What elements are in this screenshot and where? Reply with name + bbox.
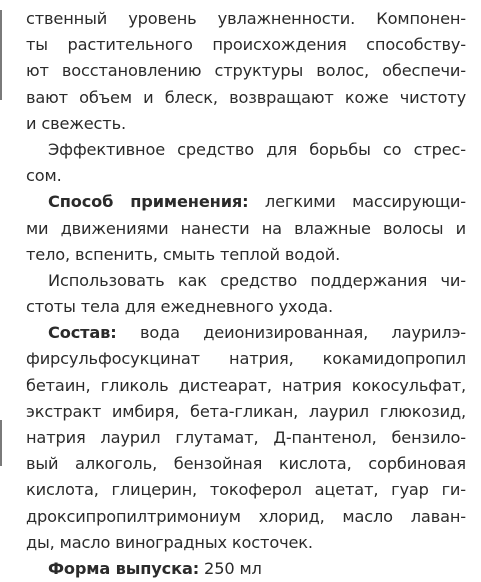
release-form-text: 250 мл	[199, 558, 262, 578]
text-line: натрия лаурил глутамат, Д-пантенол, бензило-	[26, 428, 466, 447]
text-line: фирсульфосукцинат натрия, кокамидопропил	[26, 349, 466, 369]
application-label: Способ применения:	[48, 192, 249, 212]
release-form-label: Форма выпуска:	[48, 558, 200, 578]
text-line: дроксипропилтримониум хлорид, масло лаван-	[26, 506, 466, 526]
text-line: вый алкоголь, бензойная кислота, сорбиновая	[26, 454, 466, 474]
application-text: легкими массирующи-	[248, 192, 466, 212]
left-edge-mark	[0, 10, 2, 100]
text-line: и свежесть.	[26, 113, 126, 133]
text-line: ды, масло виноградных косточек.	[26, 532, 313, 552]
composition-label: Состав:	[48, 323, 117, 343]
composition-heading-line	[26, 320, 466, 346]
text-line: ют восстановлению структуры волос, обеспечи-	[26, 61, 466, 81]
text-line: Эффективное средство для борьбы со стрес-	[48, 139, 466, 159]
text-line: Использовать как средство поддержания чи-	[48, 270, 466, 290]
text-line: вают объем и блеск, возвращают коже чистоту	[26, 87, 466, 107]
text-line: тело, вспенить, смыть теплой водой.	[26, 244, 341, 264]
left-edge-mark	[0, 420, 2, 466]
text-line: кислота, глицерин, токоферол ацетат, гуар ги-	[26, 480, 466, 500]
release-form-line	[26, 556, 466, 582]
application-heading-line	[26, 189, 466, 215]
composition-text: вода деионизированная, лаурилэ-	[116, 323, 466, 343]
text-line: стоты тела для ежедневного ухода.	[26, 297, 333, 317]
text-line: сом.	[26, 166, 62, 186]
text-line: экстракт имбиря, бета-гликан, лаурил глюкозид,	[26, 401, 466, 421]
text-line: ми движениями нанести на влажные волосы и	[26, 218, 466, 238]
text-line: ственный уровень увлажненности. Компонен-	[26, 9, 466, 28]
text-line: ты растительного происхождения способству-	[26, 35, 466, 55]
text-line: бетаин, гликоль дистеарат, натрия кокосульфат,	[26, 375, 466, 395]
product-description	[26, 6, 466, 582]
